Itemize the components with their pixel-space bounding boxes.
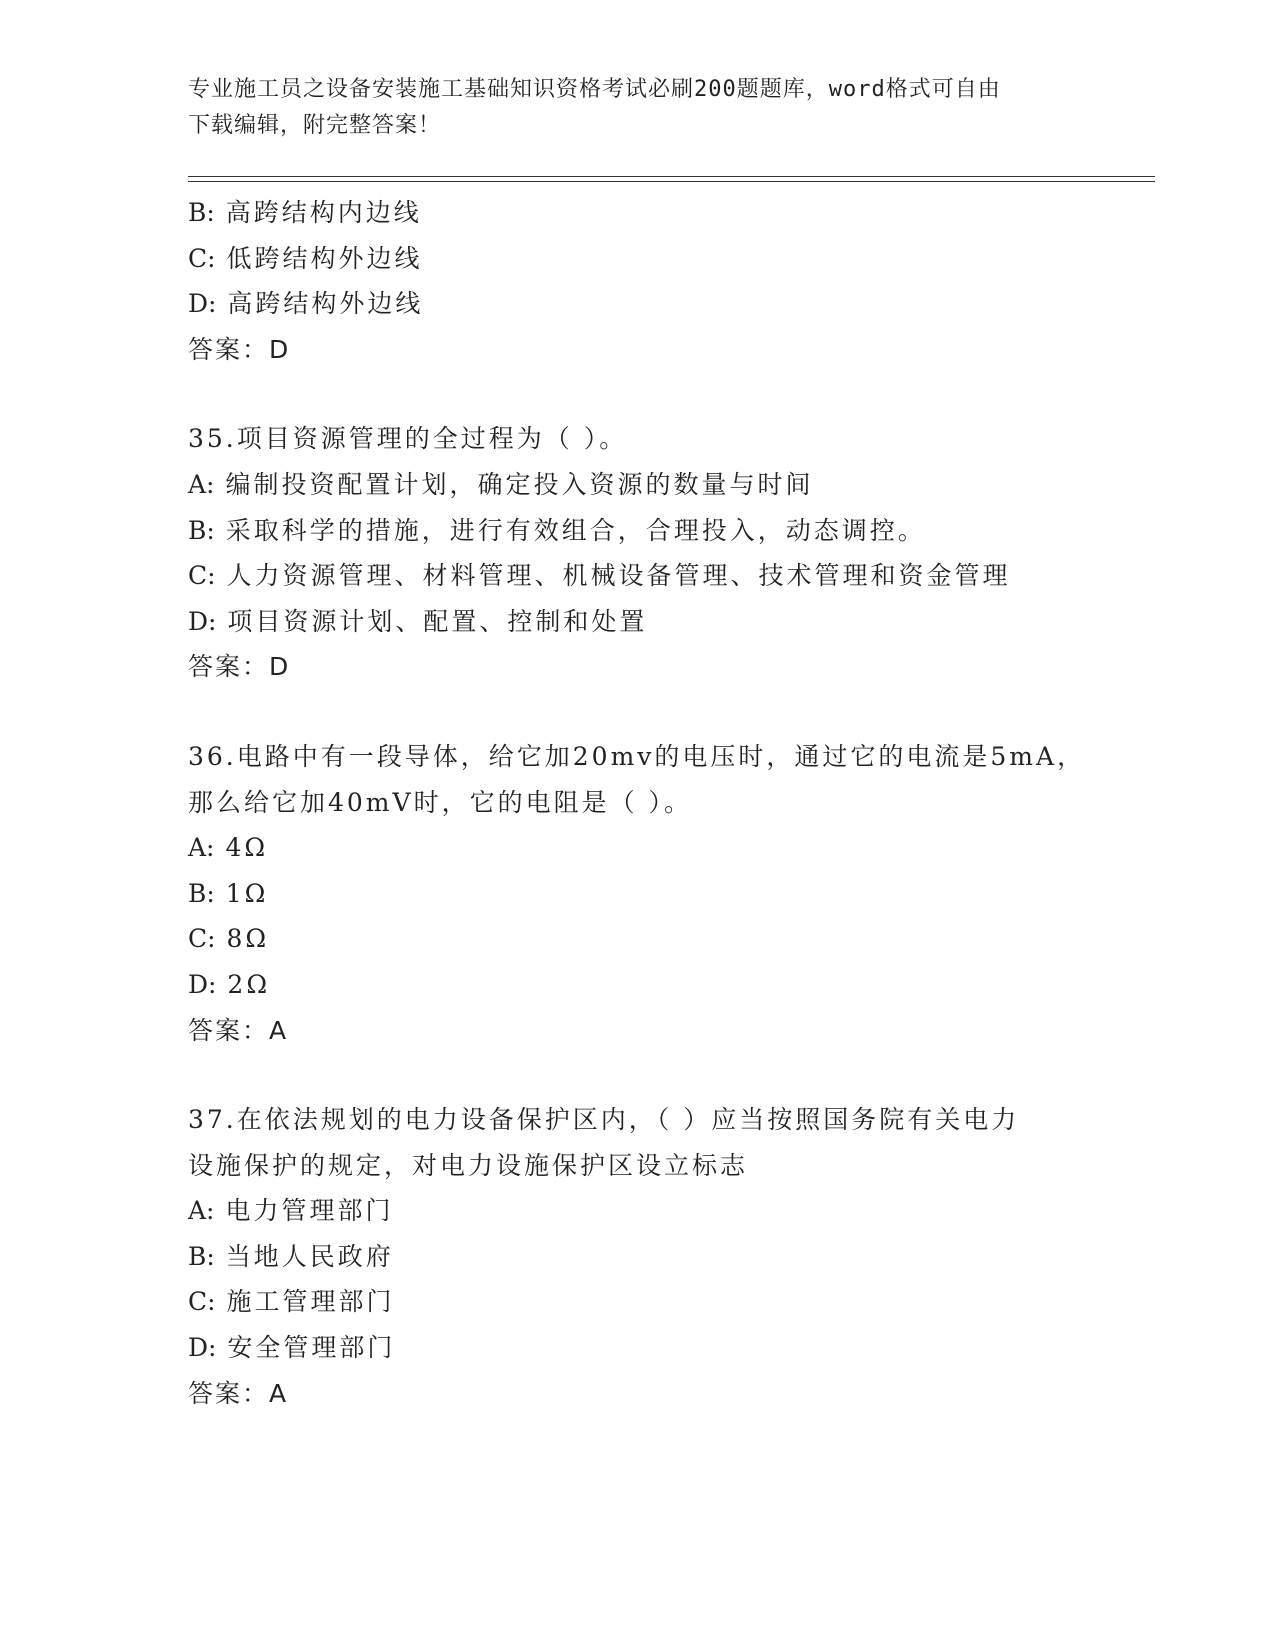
- question-list: [188, 190, 1148, 1416]
- question-stem-line-1: 37.在依法规划的电力设备保护区内，（ ）应当按照国务院有关电力: [188, 1105, 1020, 1135]
- question-stem-line-2: 那么给它加40mV时，它的电阻是（ ）。: [188, 787, 693, 817]
- question-stem: 35.项目资源管理的全过程为（ ）。: [188, 424, 628, 454]
- option-b: B: 高跨结构内边线: [188, 198, 422, 227]
- question-34-tail: [188, 190, 1148, 372]
- answer: 答案：A: [188, 1378, 289, 1408]
- option-b: B: 1Ω: [188, 878, 269, 908]
- option-a: A: 4Ω: [188, 833, 269, 863]
- question-36: [188, 734, 1148, 1053]
- header-divider-top: [188, 176, 1155, 177]
- question-37: [188, 1097, 1148, 1416]
- option-b: B: 当地人民政府: [188, 1241, 394, 1271]
- option-c: C: 施工管理部门: [188, 1287, 395, 1317]
- question-stem-line-2: 设施保护的规定，对电力设施保护区设立标志: [188, 1150, 749, 1180]
- answer: 答案：D: [188, 334, 291, 364]
- document-header: [188, 72, 1068, 144]
- option-c: C: 低跨结构外边线: [188, 243, 423, 273]
- option-b: B: 采取科学的措施，进行有效组合，合理投入，动态调控。: [188, 515, 926, 545]
- header-title-line-2: 下载编辑，附完整答案！: [188, 113, 442, 138]
- header-divider-bottom: [188, 181, 1155, 182]
- question-stem-line-1: 36.电路中有一段导体，给它加20mv的电压时，通过它的电流是5mA，: [188, 741, 1086, 771]
- option-c: C: 人力资源管理、材料管理、机械设备管理、技术管理和资金管理: [188, 561, 1011, 591]
- option-a: A: 编制投资配置计划，确定投入资源的数量与时间: [188, 469, 814, 499]
- option-d: D: 高跨结构外边线: [188, 289, 424, 319]
- option-c: C: 8Ω: [188, 924, 270, 954]
- question-35: [188, 416, 1148, 690]
- option-d: D: 项目资源计划、配置、控制和处置: [188, 606, 648, 636]
- answer: 答案：A: [188, 1015, 289, 1045]
- answer: 答案：D: [188, 652, 291, 682]
- option-a: A: 电力管理部门: [188, 1196, 394, 1226]
- option-d: D: 安全管理部门: [188, 1333, 396, 1363]
- header-title-line-1: 专业施工员之设备安装施工基础知识资格考试必刷200题题库，word格式可自由: [188, 77, 1001, 102]
- option-d: D: 2Ω: [188, 969, 271, 999]
